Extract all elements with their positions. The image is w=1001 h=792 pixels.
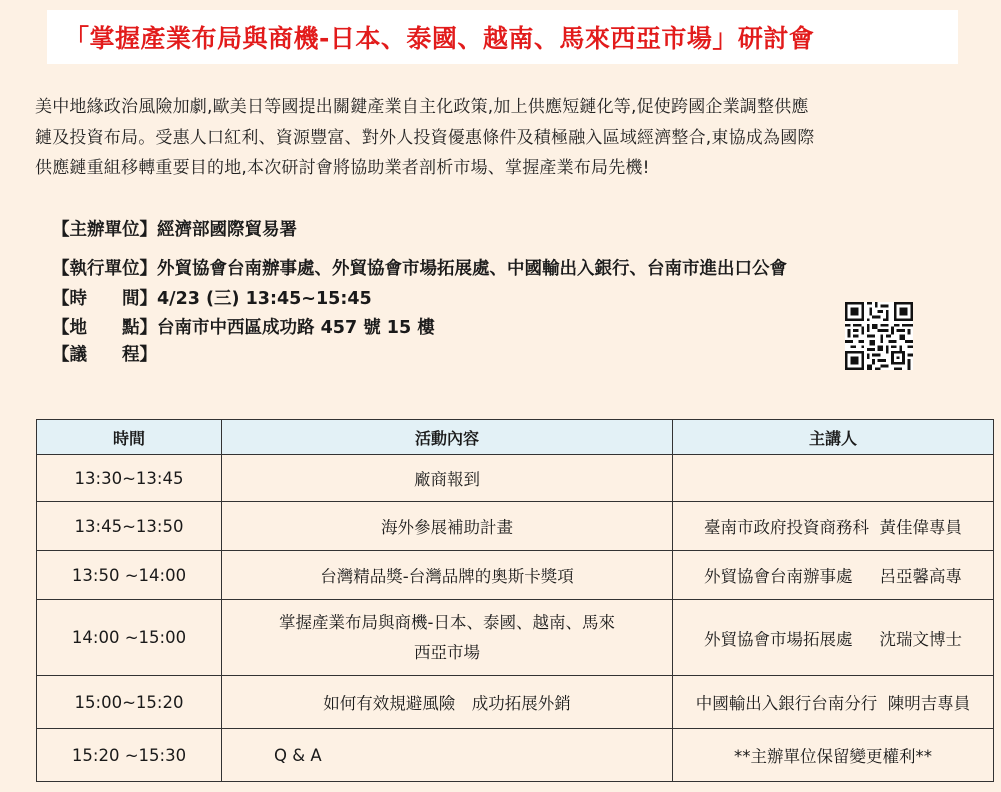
speaker-cell: 外貿協會市場拓展處 沈瑞文博士: [673, 600, 994, 676]
content-cell: 掌握產業布局與商機-日本、泰國、越南、馬來 西亞市場: [222, 600, 673, 676]
speaker-cell: 外貿協會台南辦事處 呂亞馨高專: [673, 551, 994, 600]
time-line: 【時 間】4/23 (三) 13:45~15:45: [52, 289, 372, 309]
table-row: [37, 729, 994, 782]
table-row: [37, 455, 994, 502]
time-cell: 13:30~13:45: [37, 455, 222, 502]
intro-paragraph: [35, 92, 975, 184]
time-cell: 15:20 ~15:30: [37, 729, 222, 782]
speaker-cell: **主辦單位保留變更權利**: [673, 729, 994, 782]
content-cell: 如何有效規避風險 成功拓展外銷: [222, 676, 673, 729]
qr-code-icon: [845, 302, 913, 370]
table-row: [37, 600, 994, 676]
table-header-row: [37, 420, 994, 455]
intro-line: 鏈及投資布局。受惠人口紅利、資源豐富、對外人投資優惠條件及積極融入區域經濟整合,東協成為國際: [35, 127, 815, 148]
page-title: 「掌握產業布局與商機-日本、泰國、越南、馬來西亞市場」研討會: [64, 24, 815, 53]
time-cell: 14:00 ~15:00: [37, 600, 222, 676]
time-cell: 13:45~13:50: [37, 502, 222, 551]
column-header-speaker: 主講人: [673, 420, 994, 455]
executor-line: 【執行單位】外貿協會台南辦事處、外貿協會市場拓展處、中國輸出入銀行、台南市進出口公會: [52, 259, 787, 279]
speaker-cell: [673, 455, 994, 502]
place-line: 【地 點】台南市中西區成功路 457 號 15 樓: [52, 318, 435, 338]
table-row: [37, 676, 994, 729]
content-cell: 台灣精品獎-台灣品牌的奧斯卡獎項: [222, 551, 673, 600]
table-row: [37, 551, 994, 600]
speaker-cell: 臺南市政府投資商務科 黃佳偉專員: [673, 502, 994, 551]
table-row: [37, 502, 994, 551]
speaker-cell: 中國輸出入銀行台南分行 陳明吉專員: [673, 676, 994, 729]
agenda-line: 【議 程】: [52, 345, 157, 365]
time-cell: 15:00~15:20: [37, 676, 222, 729]
content-cell: 海外參展補助計畫: [222, 502, 673, 551]
column-header-content: 活動內容: [222, 420, 673, 455]
content-cell: Q & A: [222, 729, 673, 782]
agenda-table: [36, 419, 994, 782]
intro-line: 美中地緣政治風險加劇,歐美日等國提出關鍵產業自主化政策,加上供應短鏈化等,促使跨國企業調整供應: [35, 97, 809, 117]
content-cell: 廠商報到: [222, 455, 673, 502]
title-banner: [47, 10, 958, 64]
event-info: [52, 215, 787, 368]
organizer-line: 【主辦單位】經濟部國際貿易署: [52, 220, 297, 240]
intro-line: 供應鏈重組移轉重要目的地,本次研討會將協助業者剖析市場、掌握產業布局先機!: [35, 158, 650, 178]
column-header-time: 時間: [37, 420, 222, 455]
time-cell: 13:50 ~14:00: [37, 551, 222, 600]
